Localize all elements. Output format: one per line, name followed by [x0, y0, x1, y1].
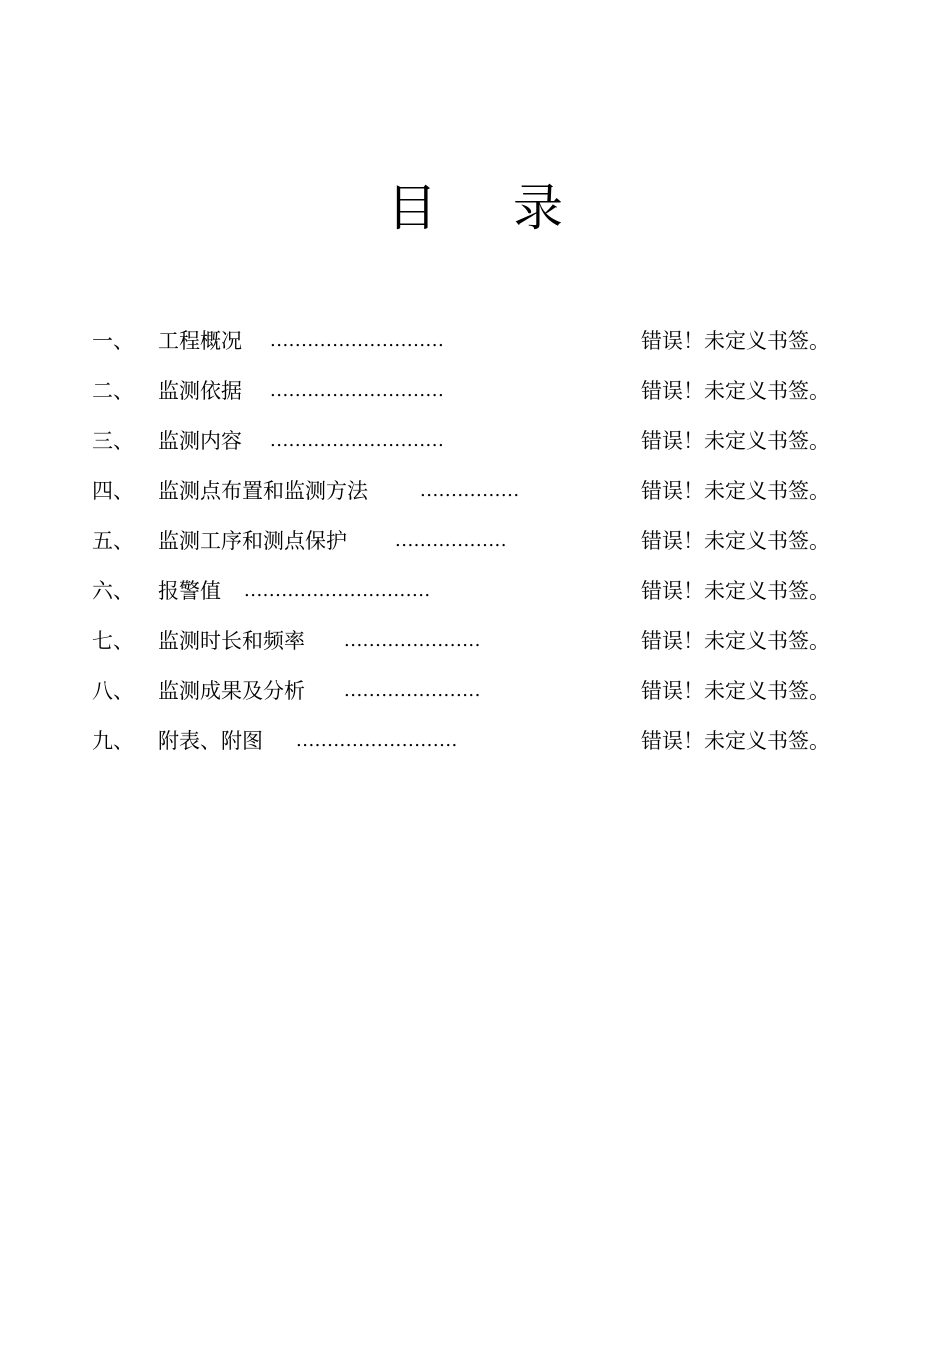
toc-entry-page-ref[interactable]: 错误！未定义书签。	[641, 629, 830, 653]
toc-entry-page-ref[interactable]: 错误！未定义书签。	[641, 529, 830, 553]
toc-entry-page-ref[interactable]: 错误！未定义书签。	[641, 379, 830, 403]
toc-entry-7[interactable]	[0, 616, 950, 666]
toc-leader-dots: ......................	[344, 630, 481, 651]
toc-entry-number: 八、	[92, 679, 134, 703]
toc-entry-page-ref[interactable]: 错误！未定义书签。	[641, 429, 830, 453]
toc-entry-title[interactable]: 工程概况	[158, 329, 242, 353]
table-of-contents	[0, 316, 950, 766]
toc-entry-title[interactable]: 监测成果及分析	[158, 679, 305, 703]
toc-entry-8[interactable]	[0, 666, 950, 716]
toc-entry-title[interactable]: 监测工序和测点保护	[158, 529, 347, 553]
toc-entry-title[interactable]: 监测点布置和监测方法	[158, 479, 368, 503]
toc-entry-title[interactable]: 附表、附图	[158, 729, 263, 753]
toc-entry-title[interactable]: 监测内容	[158, 429, 242, 453]
toc-heading: 目 录	[387, 179, 593, 237]
toc-entry-number: 七、	[92, 629, 134, 653]
toc-entry-number: 六、	[92, 579, 134, 603]
toc-leader-dots: ..............................	[244, 580, 431, 601]
toc-entry-title[interactable]: 监测依据	[158, 379, 242, 403]
toc-leader-dots: ............................	[270, 330, 445, 351]
toc-entry-6[interactable]	[0, 566, 950, 616]
toc-entry-number: 一、	[92, 329, 134, 353]
toc-leader-dots: ..................	[395, 530, 507, 551]
toc-leader-dots: ............................	[270, 430, 445, 451]
toc-entry-page-ref[interactable]: 错误！未定义书签。	[641, 679, 830, 703]
toc-entry-number: 三、	[92, 429, 134, 453]
toc-leader-dots: ......................	[344, 680, 481, 701]
toc-entry-1[interactable]	[0, 316, 950, 366]
toc-entry-3[interactable]	[0, 416, 950, 466]
toc-entry-5[interactable]	[0, 516, 950, 566]
toc-entry-4[interactable]	[0, 466, 950, 516]
toc-leader-dots: ............................	[270, 380, 445, 401]
toc-entry-page-ref[interactable]: 错误！未定义书签。	[641, 479, 830, 503]
toc-entry-title[interactable]: 监测时长和频率	[158, 629, 305, 653]
toc-entry-number: 四、	[92, 479, 134, 503]
toc-entry-number: 二、	[92, 379, 134, 403]
toc-entry-page-ref[interactable]: 错误！未定义书签。	[641, 729, 830, 753]
toc-entry-number: 五、	[92, 529, 134, 553]
toc-entry-page-ref[interactable]: 错误！未定义书签。	[641, 579, 830, 603]
toc-entry-9[interactable]	[0, 716, 950, 766]
toc-leader-dots: ................	[420, 480, 520, 501]
toc-leader-dots: ..........................	[296, 730, 458, 751]
toc-entry-2[interactable]	[0, 366, 950, 416]
toc-entry-number: 九、	[92, 729, 134, 753]
toc-entry-page-ref[interactable]: 错误！未定义书签。	[641, 329, 830, 353]
toc-entry-title[interactable]: 报警值	[158, 579, 221, 603]
